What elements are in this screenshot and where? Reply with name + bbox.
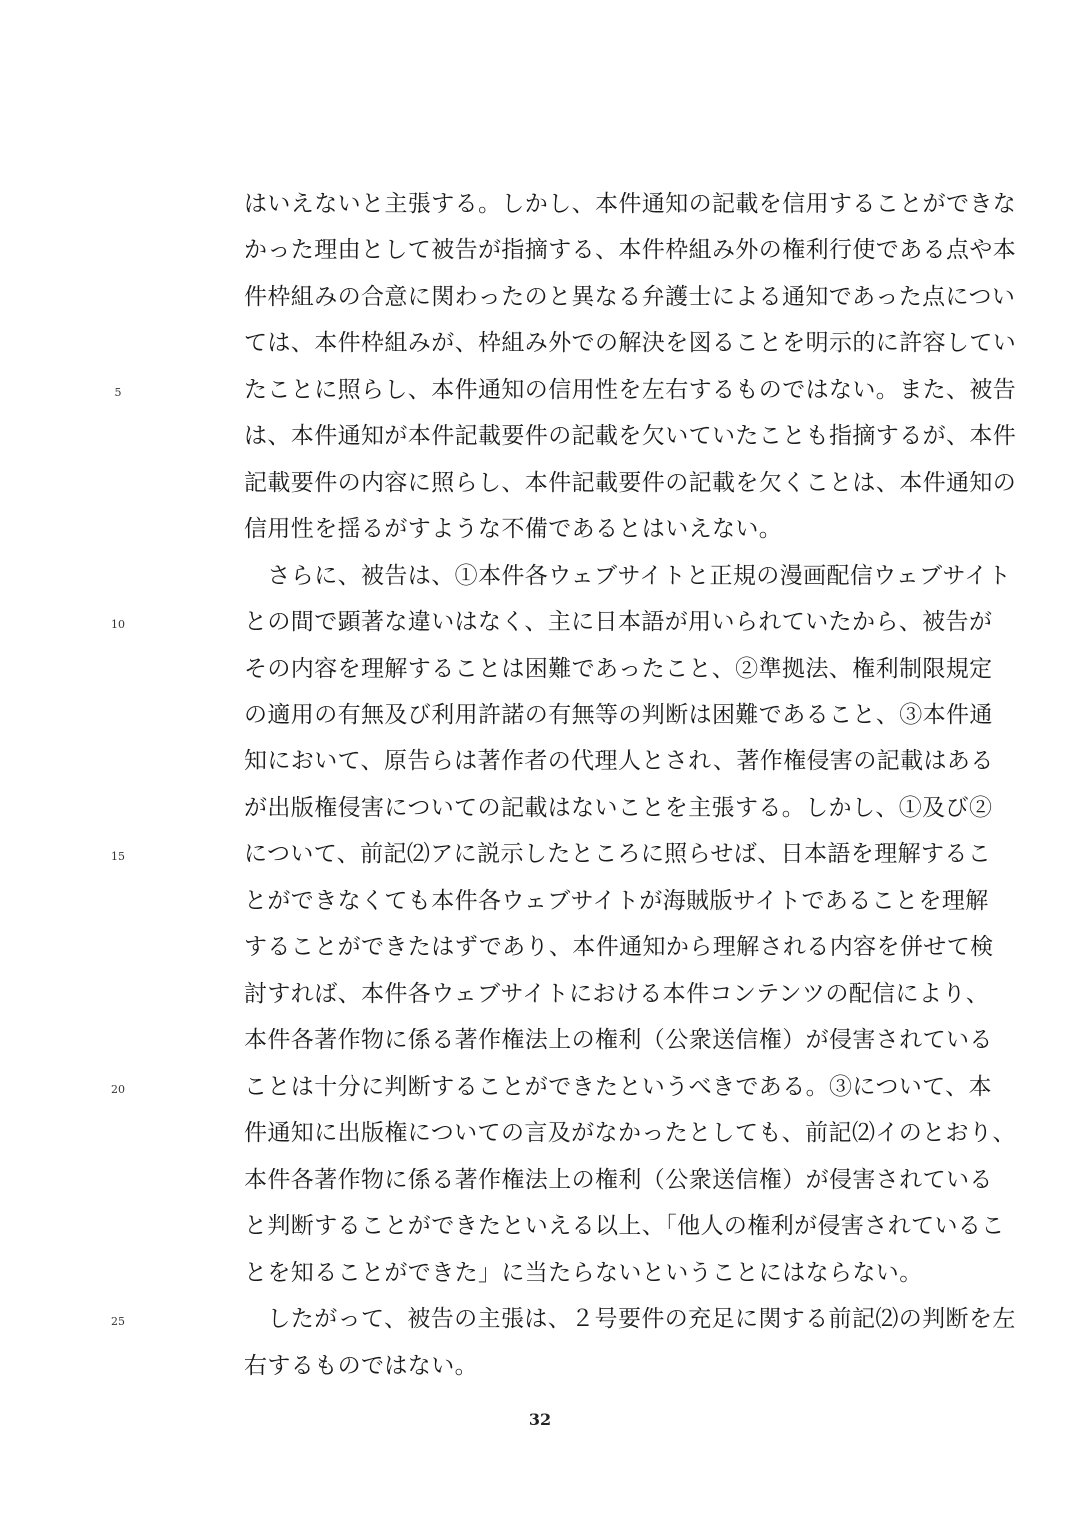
text-line: 知において、原告らは著作者の代理人とされ、著作権侵害の記載はある (244, 748, 994, 774)
text-line: 本件各著作物に係る著作権法上の権利（公衆送信権）が侵害されている (244, 1167, 993, 1193)
text-line: が出版権侵害についての記載はないことを主張する。しかし、①及び② (244, 795, 993, 821)
text-line: とを知ることができた」に当たらないということにはならない。 (244, 1260, 923, 1286)
text-line: することができたはずであり、本件通知から理解される内容を併せて検 (244, 934, 994, 960)
line-number: 25 (111, 1315, 125, 1328)
text-line: の適用の有無及び利用許諾の有無等の判断は困難であること、③本件通 (244, 702, 993, 728)
text-line: かった理由として被告が指摘する、本件枠組み外の権利行使である点や本 (244, 237, 1017, 263)
text-line: 件通知に出版権についての言及がなかったとしても、前記⑵イのとおり、 (244, 1120, 1016, 1146)
line-number: 10 (111, 618, 125, 631)
text-line: さらに、被告は、①本件各ウェブサイトと正規の漫画配信ウェブサイト (244, 563, 1012, 589)
text-line: とができなくても本件各ウェブサイトが海賊版サイトであることを理解 (244, 888, 989, 914)
line-number: 20 (111, 1083, 125, 1096)
text-line: ことは十分に判断することができたというべきである。③について、本 (244, 1074, 992, 1100)
text-line: たことに照らし、本件通知の信用性を左右するものではない。また、被告 (244, 377, 1017, 403)
line-number: 5 (114, 386, 122, 399)
text-line: はいえないと主張する。しかし、本件通知の記載を信用することができな (244, 191, 1017, 217)
text-line: 討すれば、本件各ウェブサイトにおける本件コンテンツの配信により、 (244, 981, 990, 1007)
line-number: 15 (111, 850, 125, 863)
text-line: その内容を理解することは困難であったこと、②準拠法、権利制限規定 (244, 656, 993, 682)
text-line: について、前記⑵アに説示したところに照らせば、日本語を理解するこ (244, 841, 992, 867)
text-line: 本件各著作物に係る著作権法上の権利（公衆送信権）が侵害されている (244, 1027, 993, 1053)
text-line: 記載要件の内容に照らし、本件記載要件の記載を欠くことは、本件通知の (244, 470, 1017, 496)
text-line: との間で顕著な違いはなく、主に日本語が用いられていたから、被告が (244, 609, 993, 635)
text-line: ては、本件枠組みが、枠組み外での解決を図ることを明示的に許容してい (244, 330, 1017, 356)
text-line: 右するものではない。 (244, 1353, 478, 1379)
text-line: と判断することができたといえる以上、「他人の権利が侵害されているこ (244, 1213, 1005, 1239)
text-line: は、本件通知が本件記載要件の記載を欠いていたことも指摘するが、本件 (244, 423, 1017, 449)
text-line: 信用性を揺るがすような不備であるとはいえない。 (244, 516, 783, 542)
text-line: 件枠組みの合意に関わったのと異なる弁護士による通知であった点につい (244, 284, 1016, 310)
text-line: したがって、被告の主張は、２号要件の充足に関する前記⑵の判断を左 (244, 1306, 1016, 1332)
page-number: 32 (528, 1410, 552, 1429)
